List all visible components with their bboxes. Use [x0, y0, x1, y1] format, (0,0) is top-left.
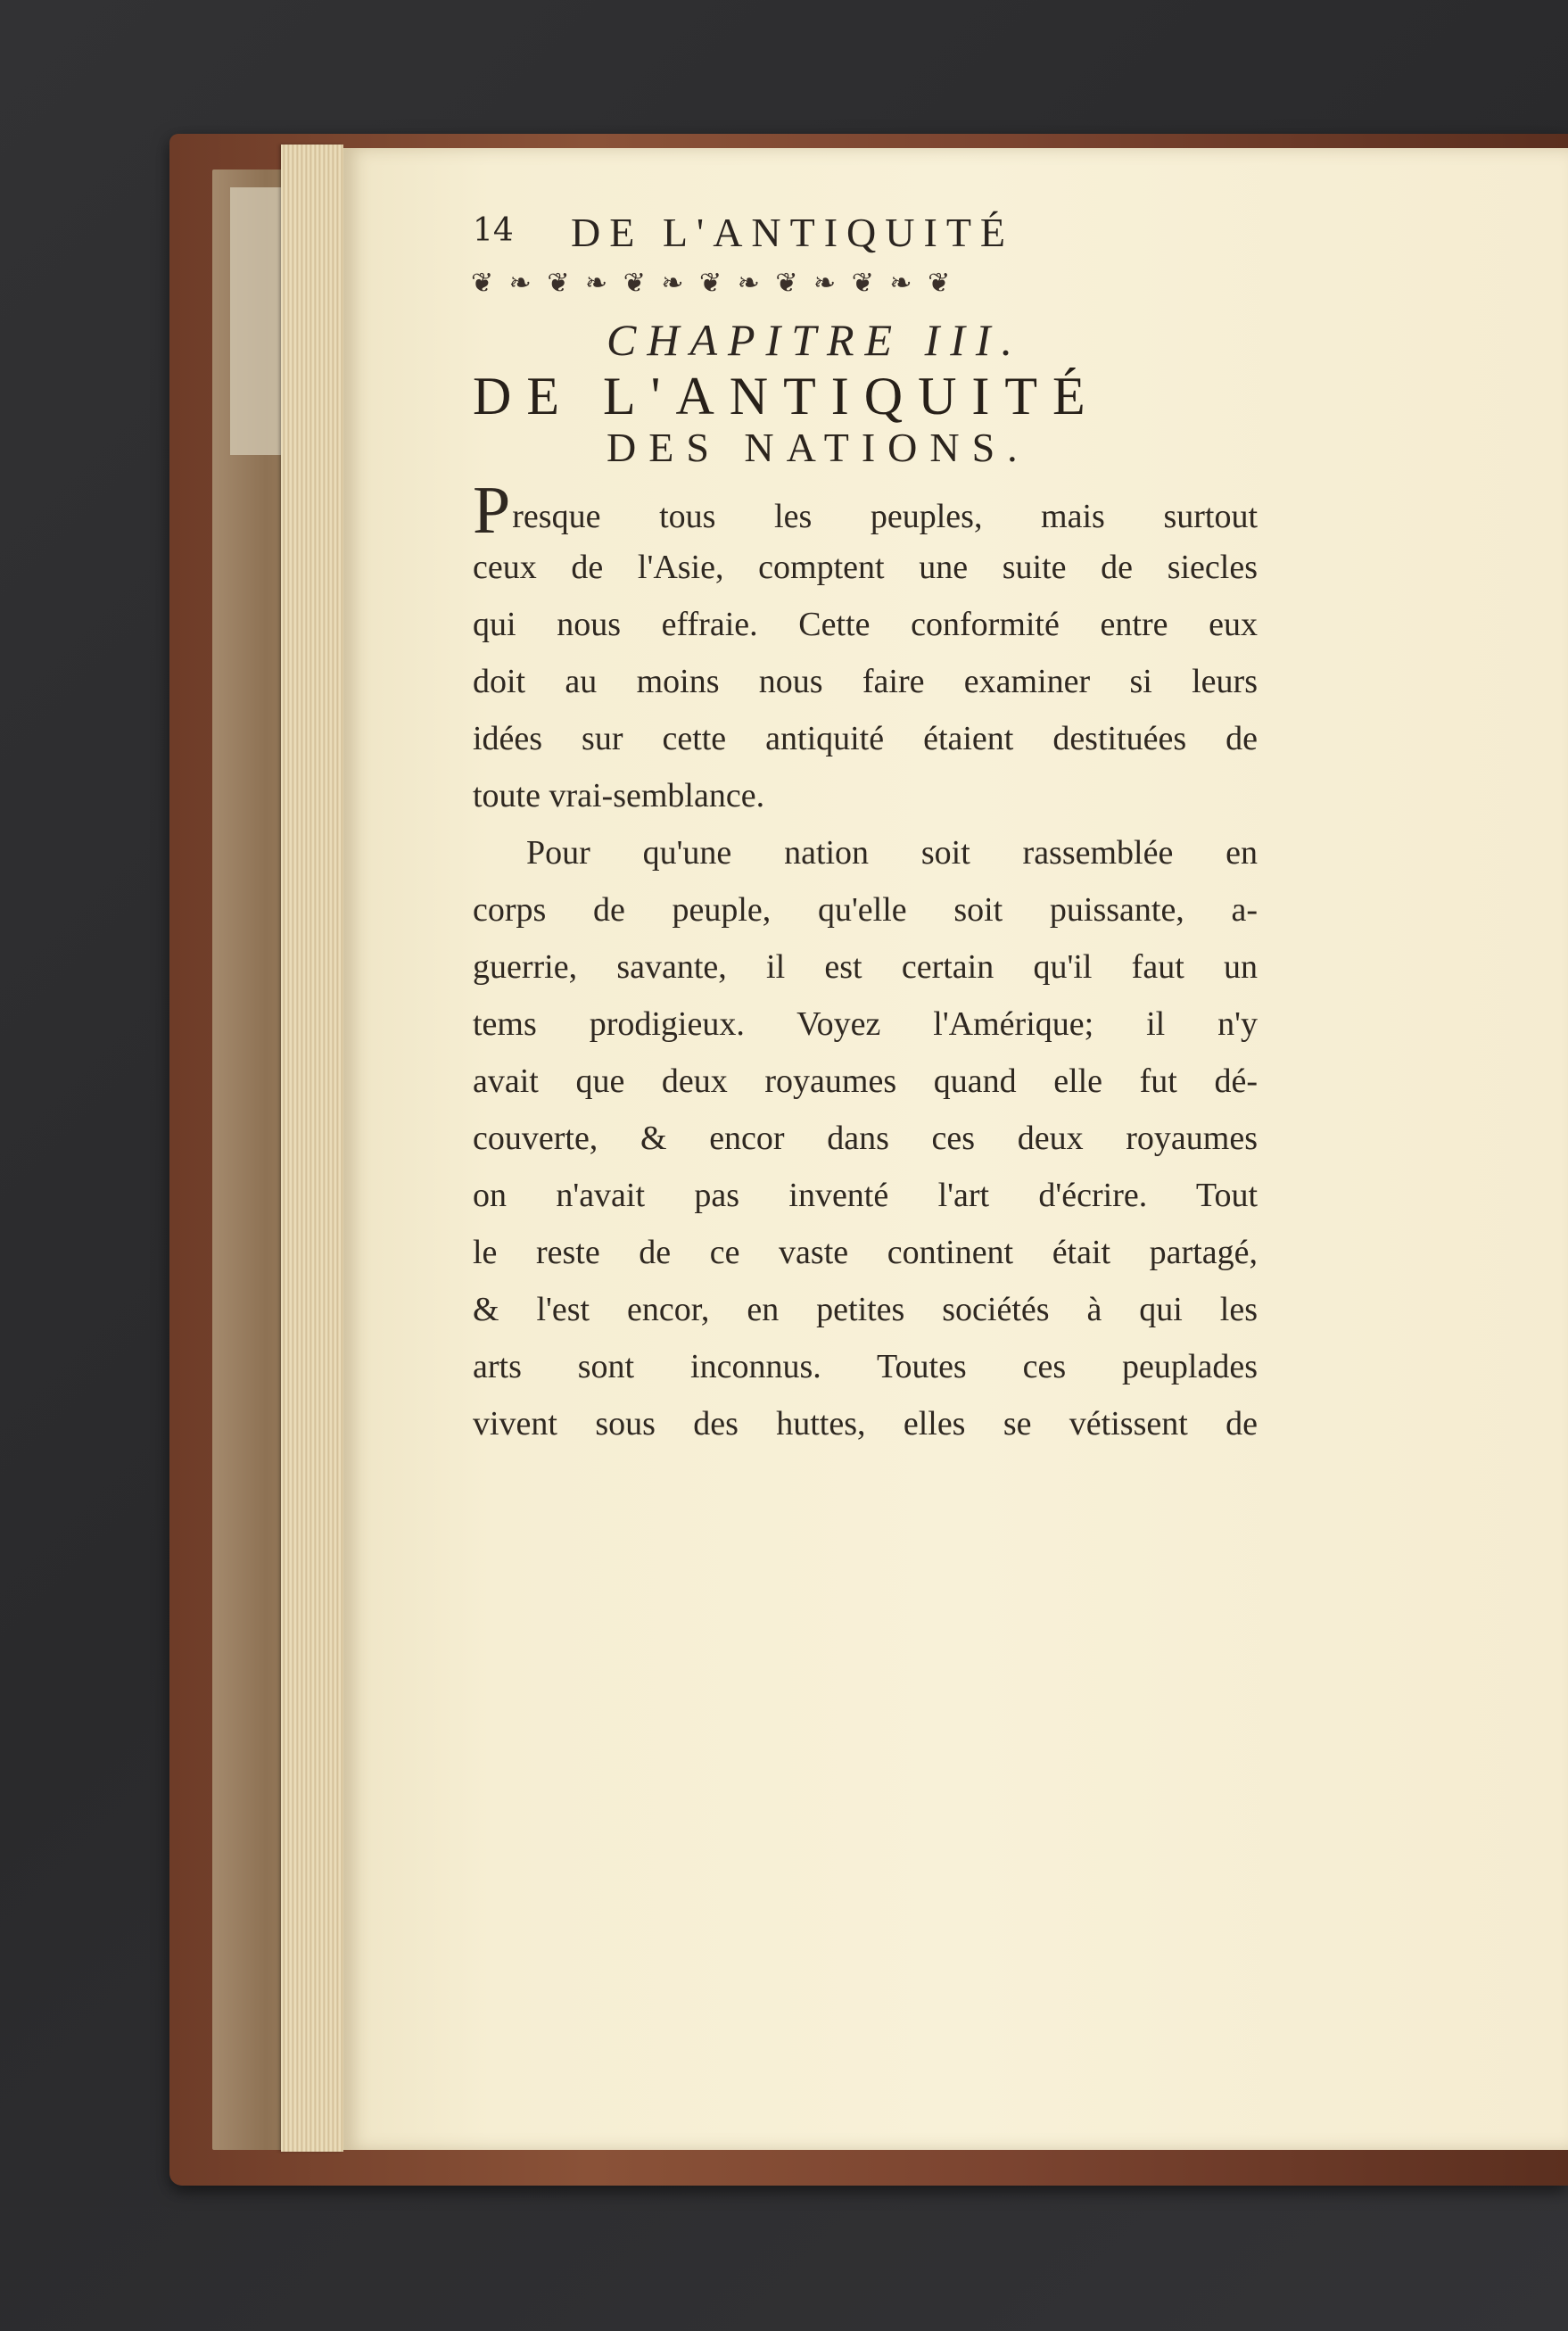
text-line-content: resque tous les peuples, mais surtout: [512, 498, 1258, 535]
running-title: DE L'ANTIQUITÉ: [571, 210, 1015, 255]
chapter-label: CHAPITRE III.: [607, 315, 1024, 365]
text-line: qui nous effraie. Cette conformité entre eux: [473, 606, 1258, 643]
page-edges: [281, 145, 343, 2152]
drop-cap: P: [473, 473, 511, 548]
body-text: [473, 473, 1258, 1452]
text-line: guerrie, savante, il est certain qu'il faut un: [473, 948, 1258, 986]
text-line: [473, 473, 1258, 548]
text-line: arts sont inconnus. Toutes ces peuplades: [473, 1348, 1258, 1385]
text-line: idées sur cette antiquité étaient destituées de: [473, 720, 1258, 757]
text-line: & l'est encor, en petites sociétés à qui les: [473, 1291, 1258, 1328]
text-line: le reste de ce vaste continent était partagé,: [473, 1234, 1258, 1271]
text-line: Pour qu'une nation soit rassemblée en: [526, 834, 1258, 872]
text-line: tems prodigieux. Voyez l'Amérique; il n'y: [473, 1005, 1258, 1043]
text-line: on n'avait pas inventé l'art d'écrire. Tout: [473, 1177, 1258, 1214]
chapter-title: DE L'ANTIQUITÉ: [473, 367, 1101, 426]
text-line: ceux de l'Asie, comptent une suite de siecles: [473, 549, 1258, 586]
text-line: corps de peuple, qu'elle soit puissante, a-: [473, 891, 1258, 929]
running-head: [473, 212, 1258, 275]
text-line: vivent sous des huttes, elles se vétissent de: [473, 1405, 1258, 1442]
chapter-subtitle: DES NATIONS.: [607, 425, 1030, 470]
text-line: doit au moins nous faire examiner si leurs: [473, 663, 1258, 700]
ornament-band: ❦ ❧ ❦ ❧ ❦ ❧ ❦ ❧ ❦ ❧ ❦ ❧ ❦: [471, 268, 954, 298]
page-number: 14: [473, 212, 514, 249]
text-line: couverte, & encor dans ces deux royaumes: [473, 1120, 1258, 1157]
text-line: avait que deux royaumes quand elle fut dé-: [473, 1062, 1258, 1100]
text-line: toute vrai-semblance.: [473, 777, 765, 814]
